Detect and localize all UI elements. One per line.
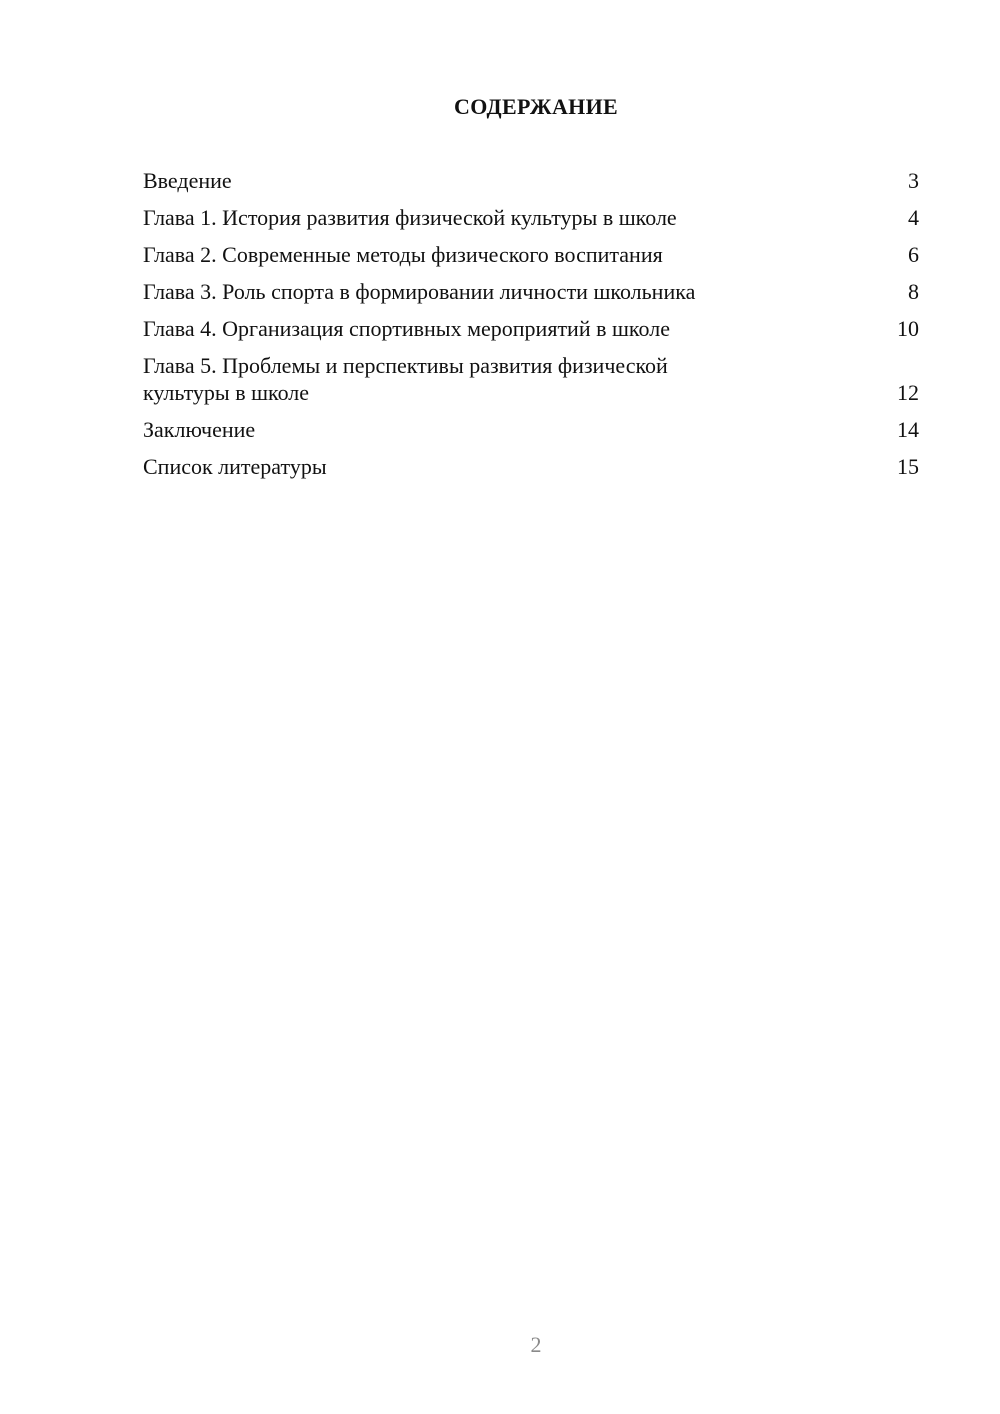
toc-entry-conclusion <box>143 416 919 443</box>
toc-entry-title: Глава 5. Проблемы и перспективы развития физической культуры в школе <box>143 353 668 405</box>
toc-heading: СОДЕРЖАНИЕ <box>454 94 618 119</box>
toc-entry-chapter-5 <box>143 352 919 406</box>
toc-entry-title: Глава 1. История развития физической культуры в школе <box>143 205 677 230</box>
toc-entry-references <box>143 453 919 480</box>
toc-entry-title: Введение <box>143 168 232 193</box>
toc-entry-title: Глава 4. Организация спортивных мероприятий в школе <box>143 316 670 341</box>
toc-entry-chapter-4 <box>143 315 919 342</box>
toc-entry-page: 8 <box>908 279 919 304</box>
toc-entry-title: Глава 3. Роль спорта в формировании личности школьника <box>143 279 696 304</box>
toc-entry-title: Список литературы <box>143 454 327 479</box>
toc-entry-chapter-1 <box>143 204 919 231</box>
page-number: 2 <box>530 1332 542 1357</box>
toc-entry-page: 4 <box>908 205 919 230</box>
toc-entry-title: Глава 2. Современные методы физического воспитания <box>143 242 663 267</box>
toc-entry-chapter-3 <box>143 278 919 305</box>
table-of-contents <box>143 167 919 490</box>
toc-entry-chapter-2 <box>143 241 919 268</box>
toc-entry-page: 12 <box>897 380 919 405</box>
toc-entry-page: 10 <box>897 316 919 341</box>
toc-entry-page: 14 <box>897 417 919 442</box>
toc-entry-introduction <box>143 167 919 194</box>
toc-entry-title: Заключение <box>143 417 256 442</box>
toc-entry-page: 3 <box>908 168 919 193</box>
toc-entry-page: 6 <box>908 242 919 267</box>
toc-entry-page: 15 <box>897 454 919 479</box>
